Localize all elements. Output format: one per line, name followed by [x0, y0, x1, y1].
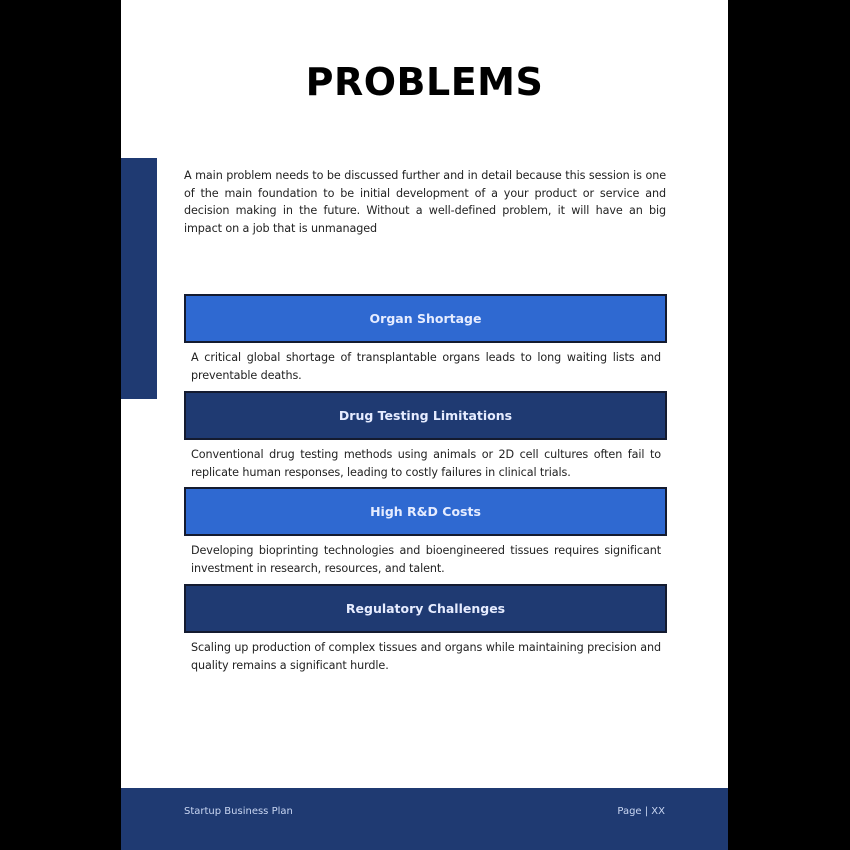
intro-paragraph: A main problem needs to be discussed further and in detail because this session is one of the main foundation to be initial development of a your product or service and decision making in the future. Without a well-defined problem, it will have an big impact on a job that is unmanaged	[184, 169, 666, 235]
footer-document-title: Startup Business Plan	[184, 806, 293, 817]
problem-description: Scaling up production of complex tissues and organs while maintaining precision and quality remains a significant hurdle.	[191, 641, 661, 672]
problem-description: Conventional drug testing methods using animals or 2D cell cultures often fail to replicate human responses, leading to costly failures in clinical trials.	[191, 448, 661, 479]
decorative-side-bar	[121, 158, 157, 399]
problem-heading-text: High R&D Costs	[370, 504, 481, 519]
document-page	[121, 0, 728, 850]
page-footer	[121, 788, 728, 850]
problem-heading-text: Regulatory Challenges	[345, 601, 506, 616]
footer-page-number: Page | XX	[617, 806, 665, 817]
problem-heading-drug-testing	[184, 391, 667, 440]
problem-heading-regulatory	[184, 584, 667, 633]
page-title: PROBLEMS	[305, 60, 544, 104]
problem-heading-organ-shortage	[184, 294, 667, 343]
problem-description: A critical global shortage of transplantable organs leads to long waiting lists and preventable deaths.	[191, 351, 661, 382]
problem-heading-rd-costs	[184, 487, 667, 536]
problem-heading-text: Organ Shortage	[369, 311, 482, 326]
problem-heading-text: Drug Testing Limitations	[338, 408, 513, 423]
problem-description: Developing bioprinting technologies and bioengineered tissues requires significant investment in research, resources, and talent.	[191, 544, 661, 575]
